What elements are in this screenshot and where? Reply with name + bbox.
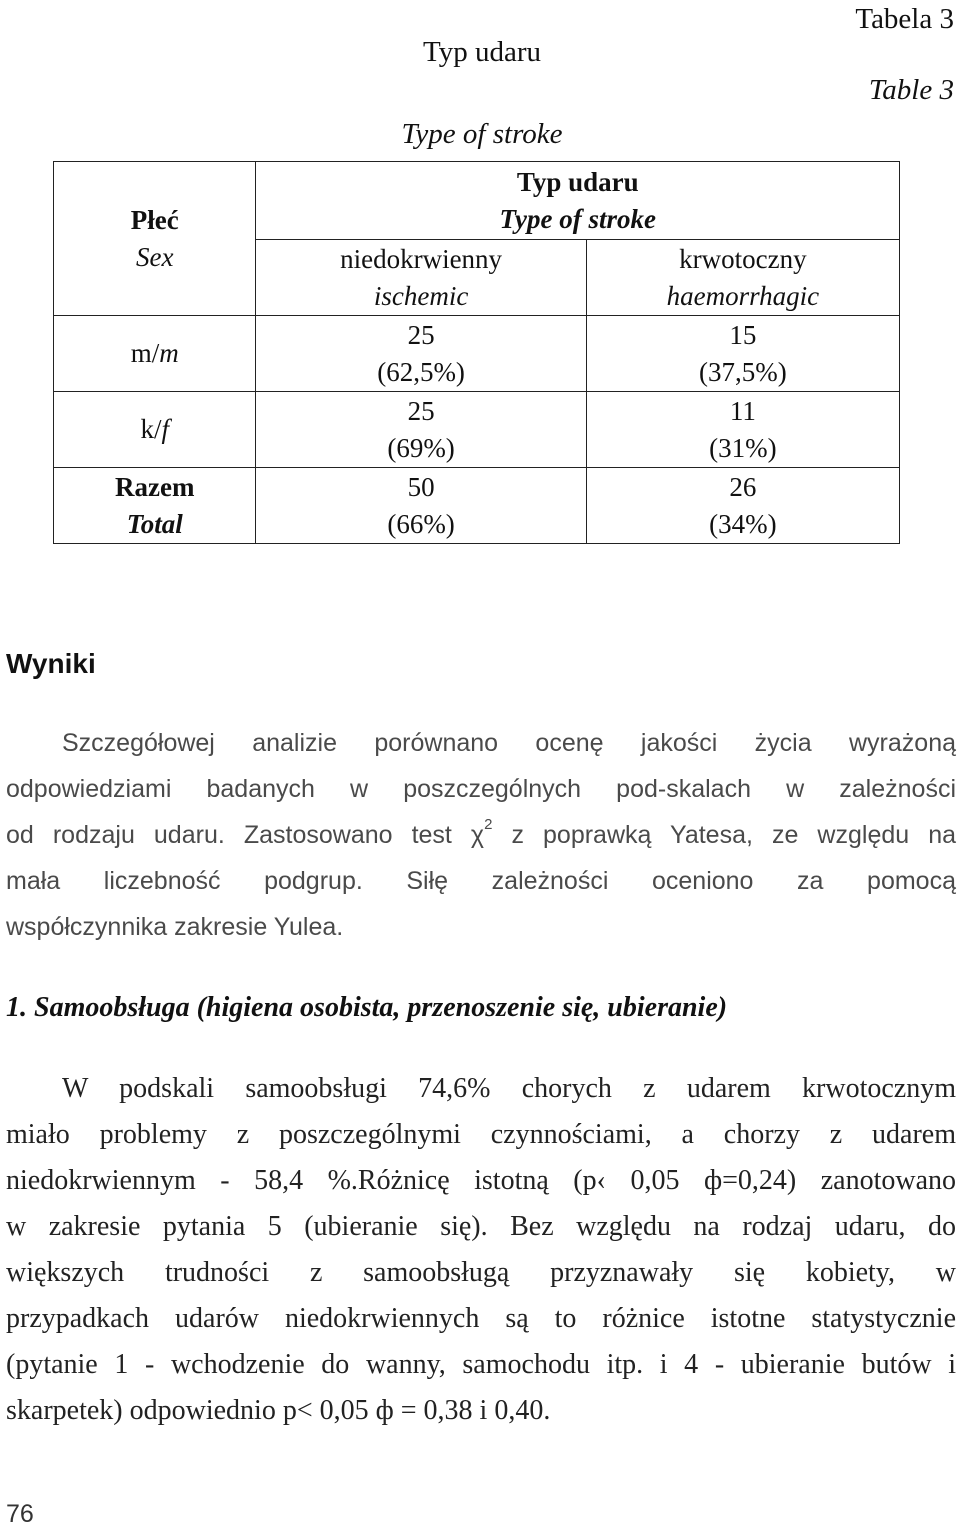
chi-square-superscript: 2: [484, 816, 493, 833]
row-label-pl: k: [140, 414, 154, 444]
cell-count: 15: [729, 319, 757, 350]
paragraph-line-part: od rodzaju udaru. Zastosowano test χ: [6, 821, 485, 849]
table-row: [54, 468, 900, 544]
page-number: 76: [6, 1500, 34, 1528]
header-ischemic-pl: niedokrwienny: [340, 243, 503, 274]
cell-percent: (69%): [387, 432, 455, 463]
cell-ischemic-male: [256, 316, 586, 392]
cell-haemorrhagic-total: [586, 468, 899, 544]
paragraph-line: W podskali samoobsługi 74,6% chorych z udarem krwotocznym: [62, 1073, 956, 1104]
row-label-male: [54, 316, 256, 392]
cell-ischemic-female: [256, 392, 586, 468]
paragraph-line: niedokrwiennym - 58,4 %.Różnicę istotną (p‹ 0,05 ф=0,24) zanotowano: [6, 1165, 956, 1196]
cell-count: 25: [407, 319, 435, 350]
cell-haemorrhagic-female: [586, 392, 899, 468]
header-ischemic-en: ischemic: [373, 280, 469, 311]
cell-count: 11: [729, 395, 756, 426]
header-type-cell: [256, 162, 900, 240]
table-row: [54, 392, 900, 468]
section-heading-self-care: 1. Samoobsługa (higiena osobista, przenoszenie się, ubieranie): [6, 992, 728, 1023]
paragraph-line: odpowiedziami badanych w poszczególnych pod-skalach w zależności: [6, 775, 956, 803]
header-sex-cell: [54, 162, 256, 316]
paragraph-line: mała liczebność podgrup. Siłę zależności oceniono za pomocą: [6, 867, 956, 895]
row-label-sep: /: [153, 414, 162, 444]
cell-percent: (62,5%): [377, 356, 465, 387]
header-sex-pl: Płeć: [130, 204, 179, 235]
row-label-en: f: [161, 414, 169, 444]
paragraph-line: w zakresie pytania 5 (ubieranie się). Bez względu na rodzaj udaru, do: [6, 1211, 956, 1242]
table-number-pl: Tabela 3: [855, 3, 954, 35]
cell-count: 50: [407, 471, 435, 502]
header-haemorrhagic-pl: krwotoczny: [679, 243, 807, 274]
self-care-paragraph: [6, 1066, 956, 1434]
cell-percent: (37,5%): [698, 356, 787, 387]
header-haemorrhagic-cell: [586, 240, 899, 316]
cell-percent: (34%): [709, 508, 777, 539]
table-caption-pl: Typ udaru: [423, 36, 541, 68]
paragraph-line: skarpetek) odpowiednio p< 0,05 ф = 0,38 i 0,40.: [6, 1395, 551, 1426]
paragraph-line: współczynnika zakresie Yulea.: [6, 913, 344, 941]
table-caption-en: Type of stroke: [401, 118, 563, 150]
paragraph-line: przypadkach udarów niedokrwiennych są to różnice istotne statystycznie: [6, 1303, 956, 1334]
paragraph-line: [6, 812, 956, 858]
paragraph-line: Szczegółowej analizie porównano ocenę jakości życia wyrażoną: [62, 729, 956, 757]
paragraph-line: (pytanie 1 - wchodzenie do wanny, samochodu itp. i 4 - ubieranie butów i: [6, 1349, 956, 1380]
cell-ischemic-total: [256, 468, 586, 544]
table-row: [54, 316, 900, 392]
cell-haemorrhagic-male: [586, 316, 899, 392]
row-label-female: [54, 392, 256, 468]
row-label-en: m: [159, 338, 179, 368]
row-label-en: Total: [126, 508, 183, 539]
paragraph-line-part: z poprawką Yatesa, ze względu na: [492, 821, 957, 849]
paragraph-line: miało problemy z poszczególnymi czynnościami, a chorzy z udarem: [6, 1119, 956, 1150]
paragraph-line: większych trudności z samoobsługą przyznawały się kobiety, w: [6, 1257, 956, 1288]
header-type-pl: Typ udaru: [516, 166, 639, 197]
header-haemorrhagic-en: haemorrhagic: [666, 280, 820, 311]
cell-count: 25: [407, 395, 435, 426]
cell-percent: (31%): [709, 432, 777, 463]
results-paragraph: [6, 720, 956, 950]
stroke-type-by-sex-table: [53, 161, 900, 544]
row-label-pl: m: [130, 338, 152, 368]
row-label-pl: Razem: [114, 471, 195, 502]
row-label-total: [54, 468, 256, 544]
cell-percent: (66%): [387, 508, 455, 539]
header-sex-en: Sex: [135, 241, 174, 272]
header-type-en: Type of stroke: [499, 203, 656, 234]
row-label-sep: /: [151, 338, 160, 368]
table-number-en: Table 3: [868, 74, 954, 106]
header-ischemic-cell: [256, 240, 586, 316]
results-heading: Wyniki: [6, 648, 96, 679]
cell-count: 26: [729, 471, 757, 502]
